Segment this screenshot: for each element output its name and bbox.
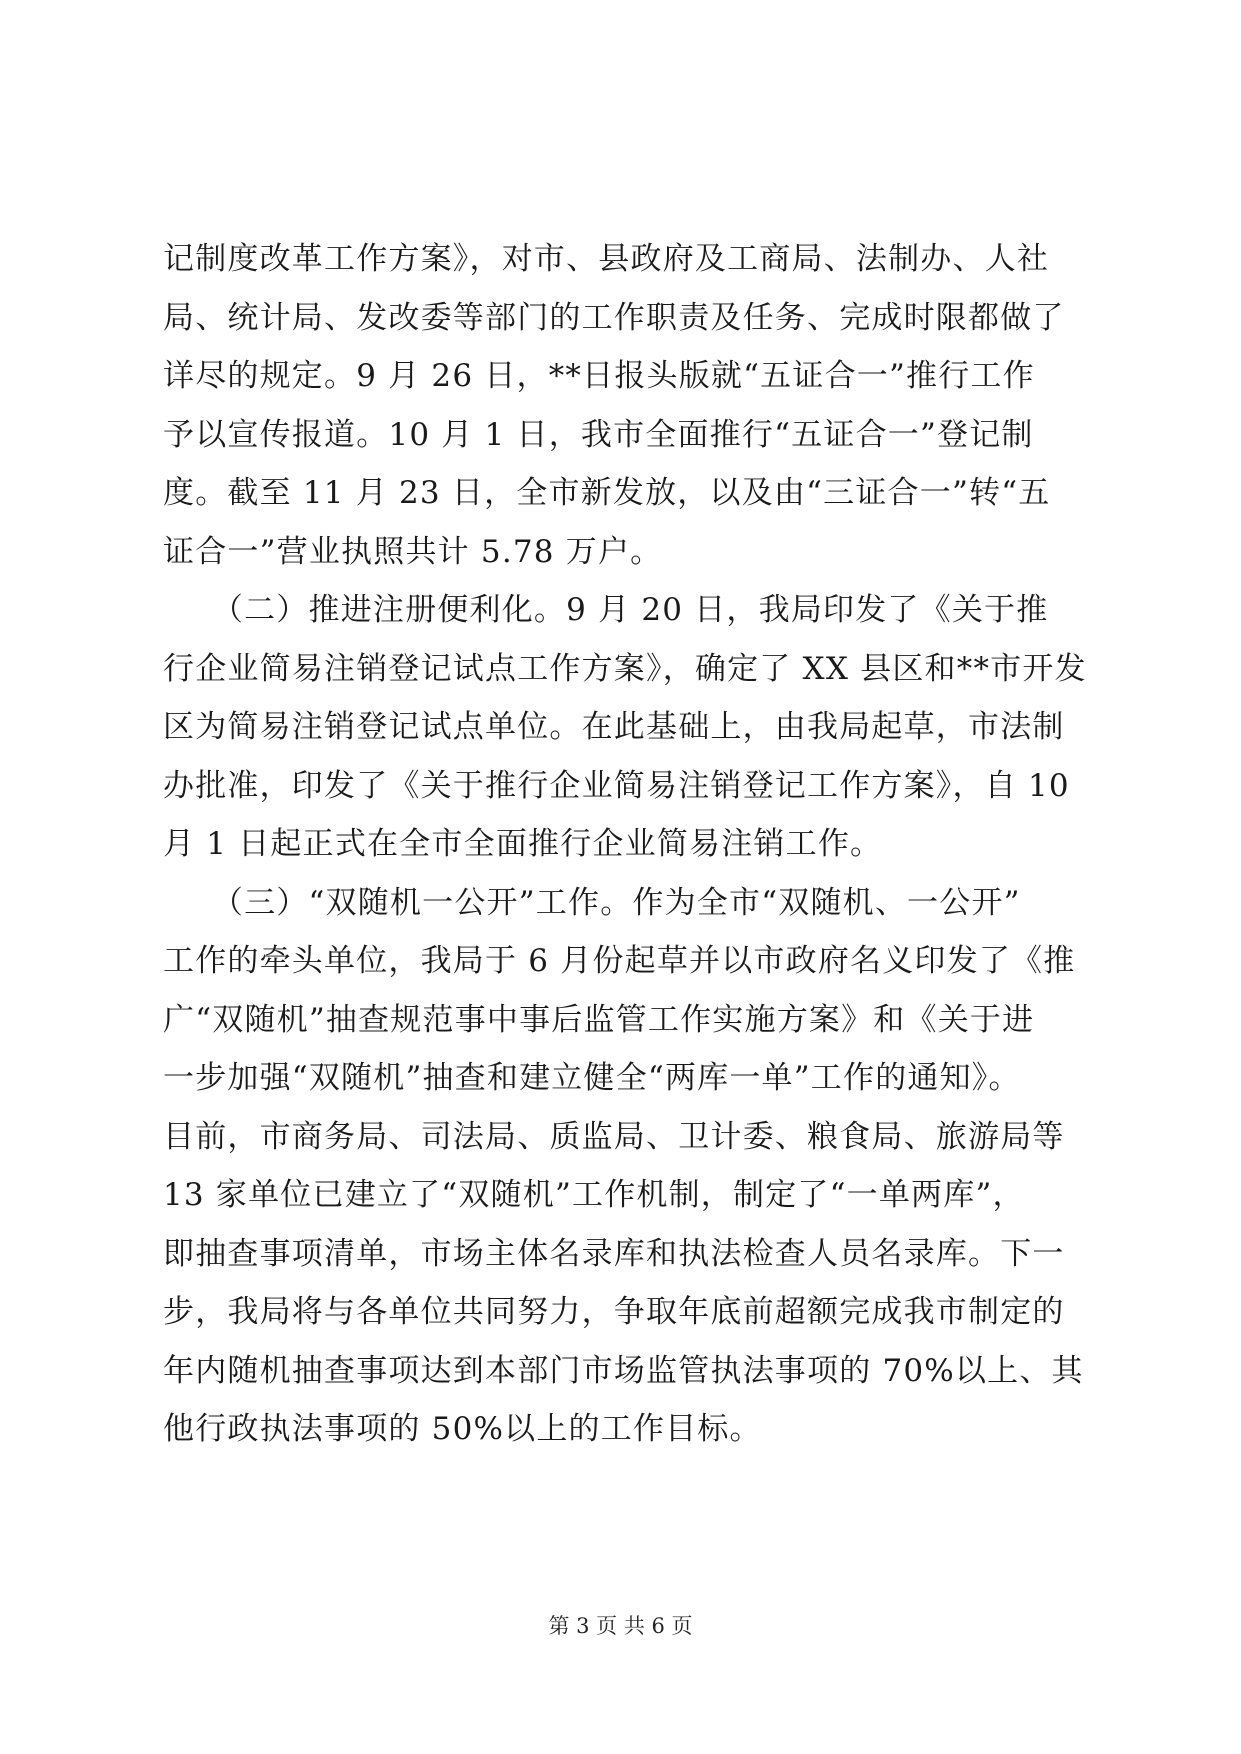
text-line: 行企业简易注销登记试点工作方案》，确定了 XX 县区和**市开发 (163, 650, 1087, 687)
text-line: 度。截至 11 月 23 日，全市新发放，以及由“三证合一”转“五 (163, 475, 1051, 511)
text-line: 目前，市商务局、司法局、质监局、卫计委、粮食局、旅游局等 (163, 1118, 1065, 1155)
body-text (163, 230, 1087, 1459)
text-line: （三）“双随机一公开”工作。作为全市“双随机、一公开” (163, 884, 1021, 921)
text-line: 区为简易注销登记试点单位。在此基础上，由我局起草，市法制 (163, 709, 1065, 745)
text-line: 记制度改革工作方案》，对市、县政府及工商局、法制办、人社 (163, 241, 1050, 277)
text-line: 证合一”营业执照共计 5.78 万户。 (163, 533, 663, 570)
text-line: 详尽的规定。9 月 26 日，**日报头版就“五证合一”推行工作 (163, 358, 1035, 394)
text-line: 办批准，印发了《关于推行企业简易注销登记工作方案》，自 10 (163, 767, 1070, 804)
page-footer: 第 3 页 共 6 页 (548, 1614, 693, 1638)
text-line: 局、统计局、发改委等部门的工作职责及任务、完成时限都做了 (163, 299, 1065, 336)
text-line: 他行政执法事项的 50%以上的工作目标。 (163, 1411, 762, 1447)
text-line: 即抽查事项清单，市场主体名录库和执法检查人员名录库。下一 (163, 1235, 1065, 1272)
text-line: 步，我局将与各单位共同努力，争取年底前超额完成我市制定的 (163, 1294, 1065, 1330)
text-line: 一步加强“双随机”抽查和建立健全“两库一单”工作的通知》。 (163, 1060, 1021, 1096)
text-line: 月 1 日起正式在全市全面推行企业简易注销工作。 (163, 826, 883, 862)
text-line: 广“双随机”抽查规范事中事后监管工作实施方案》和《关于进 (163, 1001, 1035, 1038)
text-line: 予以宣传报道。10 月 1 日，我市全面推行“五证合一”登记制 (163, 416, 1034, 453)
text-line: 13 家单位已建立了“双随机”工作机制，制定了“一单两库”， (163, 1177, 1025, 1213)
text-line: 工作的牵头单位，我局于 6 月份起草并以市政府名义印发了《推 (163, 943, 1076, 979)
text-line: （二）推进注册便利化。9 月 20 日，我局印发了《关于推 (163, 592, 1049, 628)
text-line: 年内随机抽查事项达到本部门市场监管执法事项的 70%以上、其 (163, 1352, 1084, 1389)
